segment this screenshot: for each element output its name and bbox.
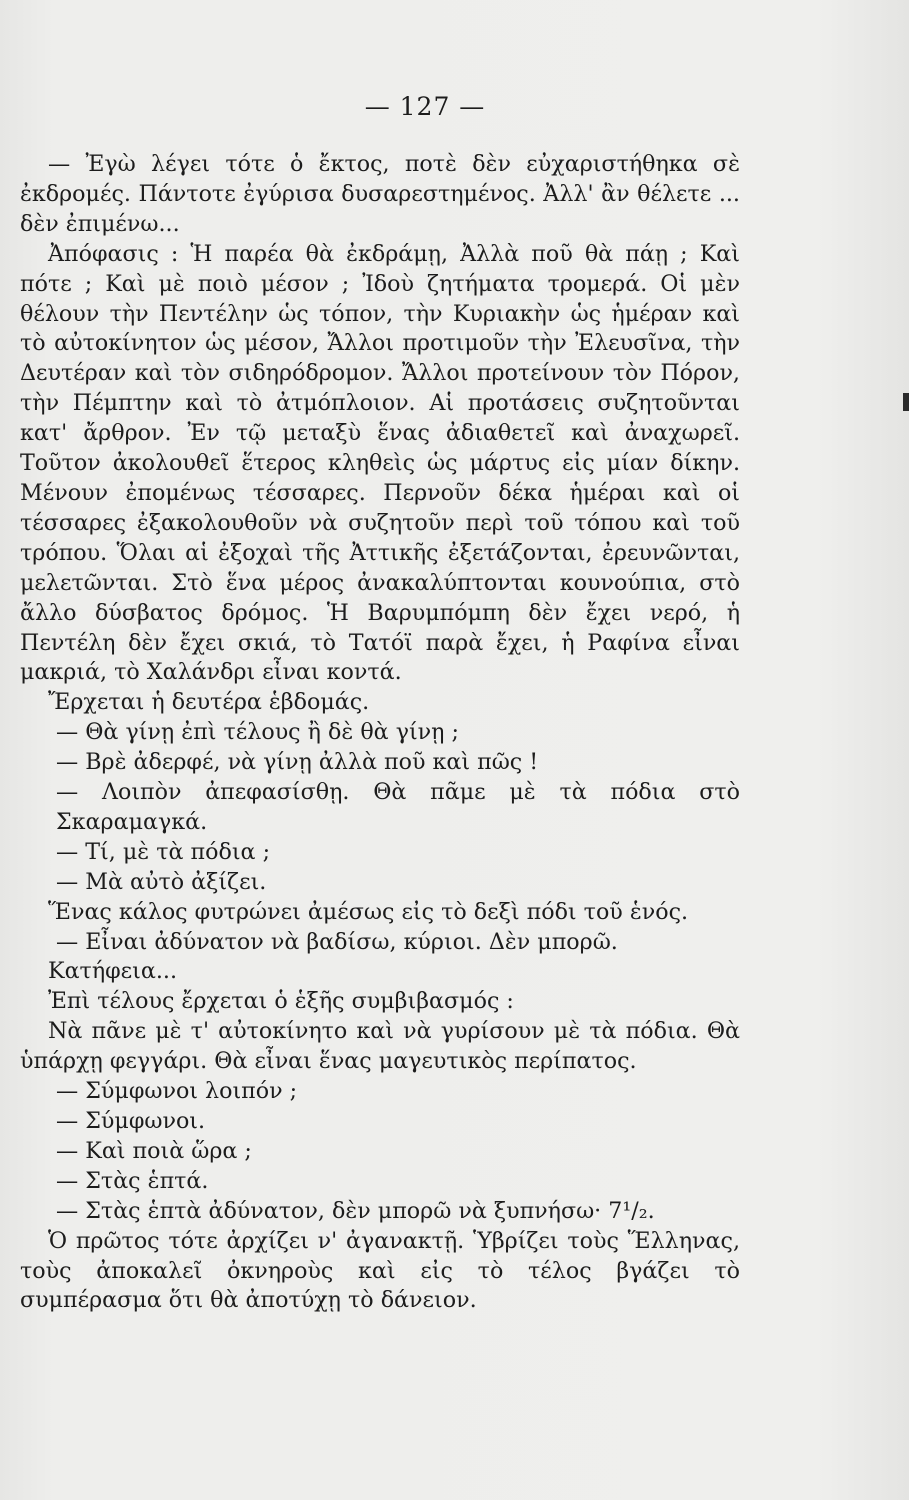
body-text	[20, 150, 740, 1316]
dialogue-line: — Σύμφωνοι.	[56, 1108, 206, 1134]
dialogue-line: — Σύμφωνοι λοιπόν ;	[56, 1078, 298, 1105]
dialogue-line: — Βρὲ ἀδερφέ, νὰ γίνῃ ἀλλὰ ποῦ καὶ πῶς !	[56, 749, 539, 776]
paragraph-11: Κατήφεια...	[48, 958, 177, 985]
paragraph-2: Ἀπόφασις : Ἡ παρέα θὰ ἐκδράμῃ, Ἀλλὰ ποῦ θὰ πάῃ ; Καὶ πότε ; Καὶ μὲ ποιὸ μέσον ; Ἰδοὺ ζητήματα τρομερά. Οἱ μὲν θέλουν τὴν Πεντέλην ὡς τόπον, τὴν Κυριακὴν ὡς ἡμέραν καὶ τὸ αὐτοκίνητον ὡς μέσον, Ἄλλοι προτιμοῦν τὴν Ἐλευσῖνα, τὴν Δευτέραν καὶ τὸν σιδηρόδρομον. Ἄλλοι προτείνουν τὸν Πόρον, τὴν Πέμπτην καὶ τὸ ἀτμόπλοιον. Αἱ προτάσεις συζητοῦνται κατ' ἄρθρον. Ἐν τῷ μεταξὺ ἕνας ἀδιαθετεῖ καὶ ἀναχωρεῖ. Τοῦτον ἀκολουθεῖ ἕτερος κληθεὶς ὡς μάρτυς εἰς μίαν δίκην. Μένουν ἐπομένως τέσσαρες. Περνοῦν δέκα ἡμέραι καὶ οἱ τέσσαρες ἐξακολουθοῦν νὰ συζητοῦν περὶ τοῦ τόπου καὶ τοῦ τρόπου. Ὅλαι αἱ ἐξοχαὶ τῆς Ἀττικῆς ἐξετάζονται, ἐρευνῶνται, μελετῶνται. Στὸ ἕνα μέρος ἀνακαλύπτονται κουνούπια, στὸ ἄλλο δύσβατος δρόμος. Ἡ Βαρυμπόμπη δὲν ἔχει νερό, ἡ Πεντέλη δὲν ἔχει σκιά, τὸ Τατόϊ παρὰ ἔχει, ἡ Ραφίνα εἶναι μακριά, τὸ Χαλάνδρι εἶναι κοντά.	[20, 240, 740, 686]
scan-edge-mark	[903, 393, 909, 411]
dialogue-line: — Στὰς ἑπτά.	[56, 1167, 209, 1194]
dialogue-line: — Στὰς ἑπτὰ ἀδύνατον, δὲν μπορῶ νὰ ξυπνήσω· 7¹/₂.	[56, 1197, 655, 1224]
dialogue-line: — Μὰ αὐτὸ ἀξίζει.	[56, 868, 267, 895]
paragraph-12: Ἐπὶ τέλους ἔρχεται ὁ ἑξῆς συμβιβασμός :	[48, 988, 514, 1015]
dialogue-line: — Λοιπὸν ἀπεφασίσθῃ. Θὰ πᾶμε μὲ τὰ πόδια στὸ Σκαραμαγκά.	[56, 779, 740, 835]
page-number: — 127 —	[364, 92, 486, 121]
dialogue-line: — Εἶναι ἀδύνατον νὰ βαδίσω, κύριοι. Δὲν μπορῶ.	[56, 928, 618, 955]
paragraph-9: Ἕνας κάλος φυτρώνει ἀμέσως εἰς τὸ δεξὶ πόδι τοῦ ἑνός.	[48, 898, 689, 925]
paragraph-1: — Ἐγὼ λέγει τότε ὁ ἔκτος, ποτὲ δὲν εὐχαριστήθηκα σὲ ἐκδρομές. Πάντοτε ἐγύρισα δυσαρεστημένος. Ἀλλ' ἂν θέλετε ... δὲν ἐπιμένω...	[20, 151, 740, 237]
dialogue-line: — Θὰ γίνῃ ἐπὶ τέλους ἢ δὲ θὰ γίνῃ ;	[56, 719, 459, 746]
paragraph-19: Ὁ πρῶτος τότε ἀρχίζει ν' ἀγανακτῇ. Ὑβρίζει τοὺς Ἕλληνας, τοὺς ἀποκαλεῖ ὀκνηροὺς καὶ εἰς τὸ τέλος βγάζει τὸ συμπέρασμα ὅτι θὰ ἀποτύχῃ τὸ δάνειον.	[20, 1227, 740, 1314]
paragraph-13: Νὰ πᾶνε μὲ τ' αὐτοκίνητο καὶ νὰ γυρίσουν μὲ τὰ πόδια. Θὰ ὑπάρχῃ φεγγάρι. Θὰ εἶναι ἕνας μαγευτικὸς περίπατος.	[20, 1018, 740, 1075]
dialogue-line: — Καὶ ποιὰ ὥρα ;	[56, 1137, 252, 1164]
dialogue-line: — Τί, μὲ τὰ πόδια ;	[56, 838, 271, 865]
paragraph-3: Ἔρχεται ἡ δευτέρα ἑβδομάς.	[48, 689, 370, 716]
